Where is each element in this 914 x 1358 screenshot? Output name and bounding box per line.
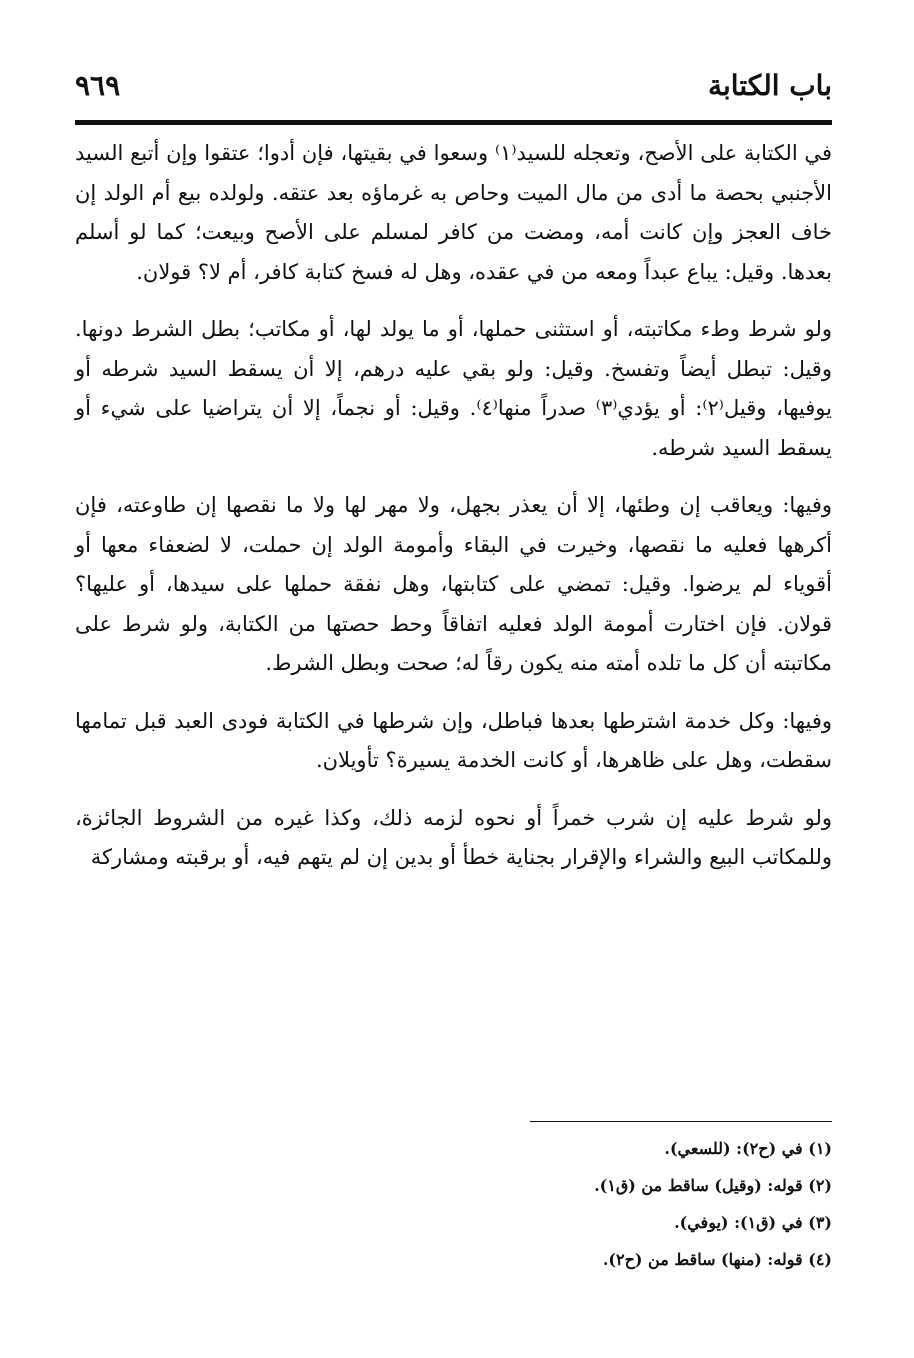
main-text — [75, 134, 832, 896]
footnotes — [430, 1130, 832, 1278]
footnote-1: (١) في (ح٢): (للسعي). — [664, 1139, 832, 1158]
paragraph-3: وفيها: ويعاقب إن وطئها، إلا أن يعذر بجهل، ولا مهر لها ولا ما نقصها إن طاوعته، فإن أكرهها فعليه ما نقصها، وخيرت في البقاء وأمومة الولد إن حملت، لا لضعفاء معها أو أقوياء لم يرضوا. وقيل: تمضي على كتابتها، وهل نفقة حملها على سيدها، أو عليها؟ قولان. فإن اختارت أمومة الولد فعليه اتفاقاً وحط حصتها من الكتابة، ولو شرط على مكاتبته أن كل ما تلده أمته منه يكون رقاً له؛ صحت وبطل الشرط. — [75, 493, 832, 675]
header-rule — [75, 120, 832, 125]
paragraph-1: في الكتابة على الأصح، وتعجله للسيد⁽١⁾ وسعوا في بقيتها، فإن أدوا؛ عتقوا وإن أتبع السيد الأجنبي بحصة ما أدى من مال الميت وحاص به غرماؤه بعد عتقه. ولولده بيع أم الولد إن خاف العجز وإن كانت أمه، ومضت من كافر لمسلم على الأصح وبيعت؛ كما لو أسلم بعدها. وقيل: يباع عبداً ومعه من في عقده، وهل له فسخ كتابة كافر، أم لا؟ قولان. — [75, 141, 832, 284]
footnote-2: (٢) قوله: (وقيل) ساقط من (ق١). — [594, 1176, 832, 1195]
paragraph-4: وفيها: وكل خدمة اشترطها بعدها فباطل، وإن شرطها في الكتابة فودى العبد قبل تمامها سقطت، وهل على ظاهرها، أو كانت الخدمة يسيرة؟ تأويلان. — [75, 708, 832, 772]
paragraph-5: ولو شرط عليه إن شرب خمراً أو نحوه لزمه ذلك، وكذا غيره من الشروط الجائزة، وللمكاتب البيع والشراء والإقرار بجناية خطأ أو بدين إن لم يتهم فيه، أو برقبته ومشاركة — [75, 805, 832, 869]
chapter-title: باب الكتابة — [708, 69, 832, 102]
footnote-3: (٣) في (ق١): (يوفي). — [674, 1213, 832, 1232]
page-number: ٩٦٩ — [75, 69, 121, 102]
footnote-4: (٤) قوله: (منها) ساقط من (ح٢). — [602, 1250, 832, 1269]
page-header — [75, 66, 832, 116]
footnote-separator — [530, 1121, 832, 1122]
paragraph-2: ولو شرط وطء مكاتبته، أو استثنى حملها، أو ما يولد لها، أو مكاتب؛ بطل الشرط دونها. وقيل: تبطل أيضاً وتفسخ. وقيل: ولو بقي عليه درهم، إلا أن يسقط السيد شرطه أو يوفيها، وقيل⁽٢⁾: أو يؤدي⁽٣⁾ صدراً منها⁽٤⁾. وقيل: أو نجماً، إلا أن يتراضيا على شيء أو يسقط السيد شرطه. — [75, 317, 832, 460]
